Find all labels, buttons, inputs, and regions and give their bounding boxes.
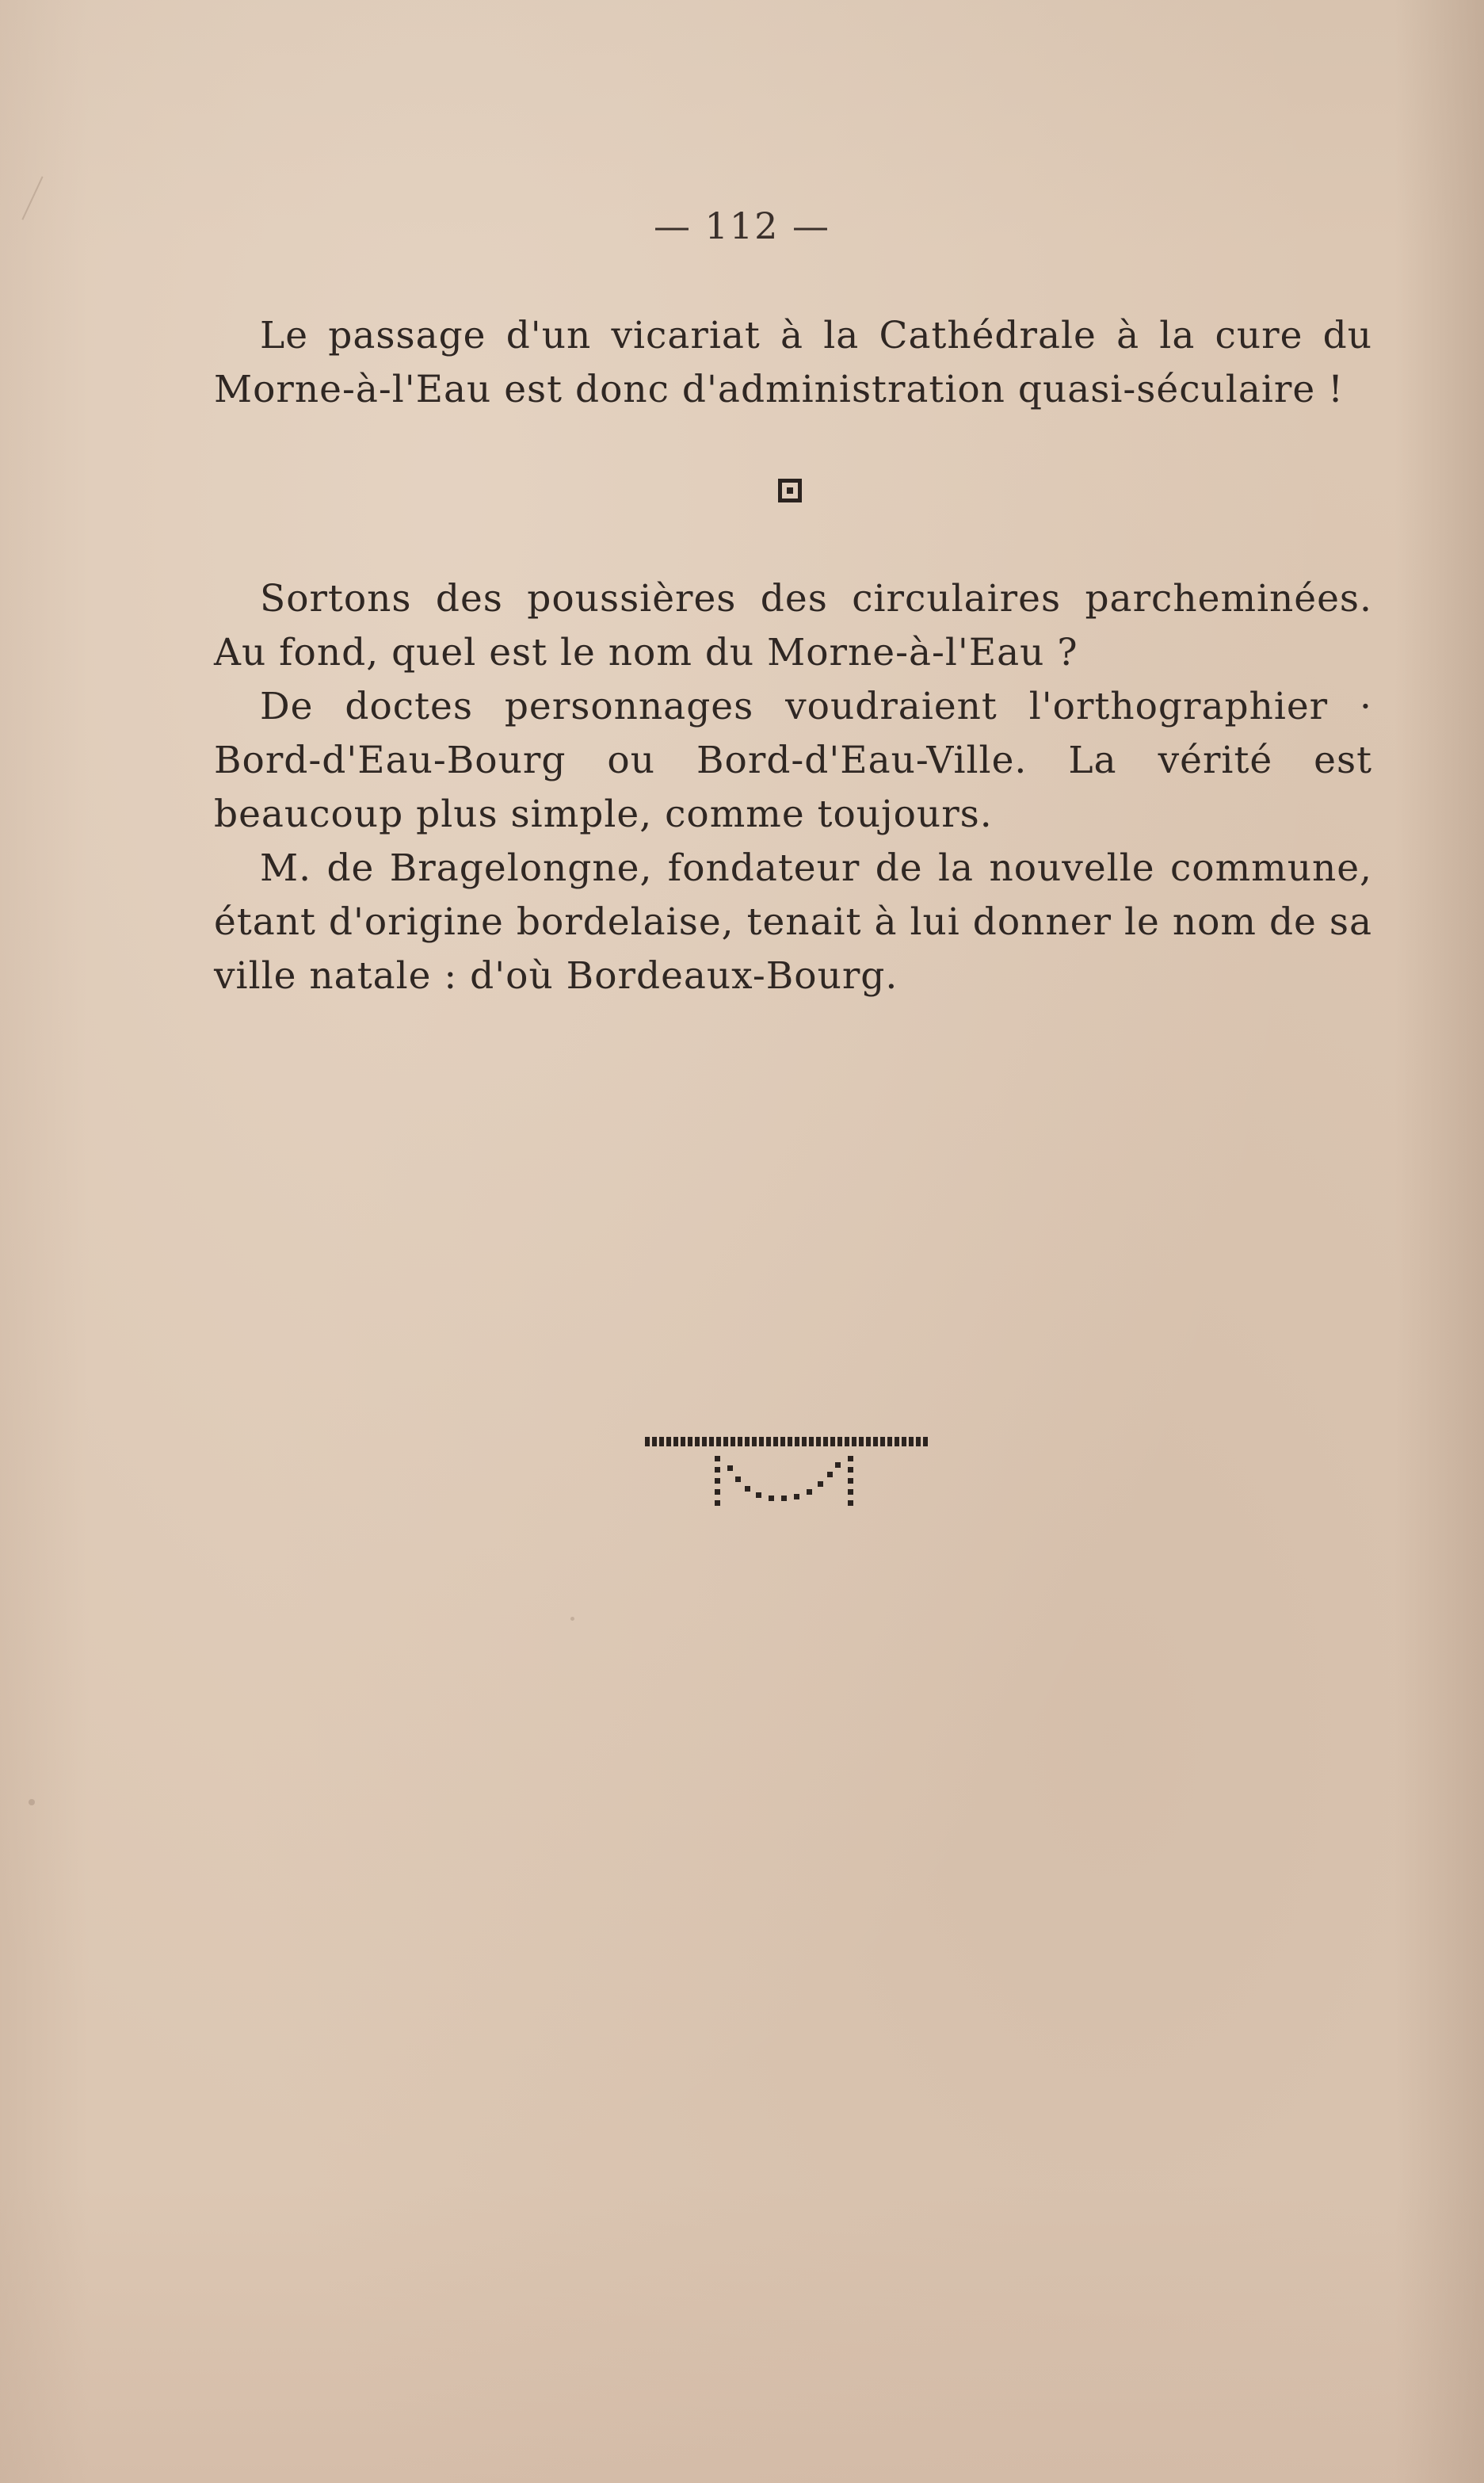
ornament-dot: [659, 1437, 664, 1446]
page-number: — 112 —: [653, 204, 831, 247]
ornament-dot: [745, 1486, 750, 1492]
ornament-dot: [818, 1481, 823, 1487]
ornament-dot: [809, 1437, 814, 1446]
ornament-dot: [780, 1437, 785, 1446]
ornament-dot: [702, 1437, 707, 1446]
ornament-dot: [688, 1437, 692, 1446]
ornament-dot: [715, 1456, 720, 1461]
square-dot-ornament-icon: [778, 479, 802, 502]
ornament-dot: [837, 1437, 842, 1446]
paper-blemish: [29, 1799, 35, 1805]
ornament-dot: [645, 1437, 650, 1446]
ornament-dot: [827, 1472, 833, 1477]
ornament-dot: [916, 1437, 921, 1446]
ornament-dot: [852, 1437, 856, 1446]
paper-blemish: [570, 1617, 574, 1621]
ornament-dot: [716, 1437, 721, 1446]
ornament-dot: [673, 1437, 678, 1446]
ornament-dot: [880, 1437, 885, 1446]
ornament-dot: [759, 1437, 764, 1446]
paragraph-group-top: [214, 309, 1372, 417]
ornament-dot: [859, 1437, 864, 1446]
dotted-tailpiece-ornament-icon: [643, 1431, 929, 1510]
ornament-dot: [848, 1478, 853, 1484]
paragraph: M. de Bragelongne, fondateur de la nouvelle commune, étant d'origine bordelaise, tenait à lui donner le nom de sa ville natale : d'où Bordeaux-Bourg.: [214, 846, 1372, 998]
ornament-dot: [723, 1437, 728, 1446]
ornament-dot: [735, 1476, 741, 1482]
ornament-dot: [666, 1437, 671, 1446]
ornament-dot: [848, 1456, 853, 1461]
ornament-dot: [738, 1437, 742, 1446]
ornament-dot: [848, 1467, 853, 1473]
ornament-dot: [807, 1489, 812, 1495]
ornament-dot: [769, 1496, 774, 1501]
ornament-dot: [745, 1437, 750, 1446]
ornament-dot: [681, 1437, 685, 1446]
ornament-dot: [823, 1437, 828, 1446]
ornament-dot: [902, 1437, 906, 1446]
ornament-dot: [715, 1467, 720, 1473]
ornament-dot: [766, 1437, 771, 1446]
ornament-dot: [795, 1437, 799, 1446]
ornament-dot: [709, 1437, 714, 1446]
ornament-dot: [715, 1500, 720, 1506]
ornament-dot: [731, 1437, 735, 1446]
ornament-dot: [845, 1437, 849, 1446]
ornament-dot: [794, 1494, 799, 1499]
ornament-dot: [873, 1437, 878, 1446]
ornament-dot: [695, 1437, 700, 1446]
ornament-dot: [773, 1437, 778, 1446]
paragraph: De doctes personnages voudraient l'orthographier · Bord-d'Eau-Bourg ou Bord-d'Eau-Ville. La vérité est beaucoup plus simple, comme toujours.: [214, 685, 1372, 836]
ornament-dot: [652, 1437, 657, 1446]
paragraph: Le passage d'un vicariat à la Cathédrale à la cure du Morne-à-l'Eau est donc d'administration quasi-séculaire !: [214, 314, 1372, 411]
ornament-dot: [866, 1437, 871, 1446]
paragraph-group-bottom: [214, 572, 1372, 1003]
ornament-dot: [895, 1437, 899, 1446]
ornament-dot: [816, 1437, 821, 1446]
ornament-dot: [848, 1500, 853, 1506]
ornament-dot: [781, 1496, 787, 1501]
ornament-dot: [802, 1437, 807, 1446]
ornament-dot: [923, 1437, 928, 1446]
ornament-dot: [727, 1465, 733, 1471]
ornament-dot: [909, 1437, 914, 1446]
ornament-dot: [848, 1489, 853, 1495]
ornament-dot: [756, 1492, 761, 1498]
ornament-dot: [830, 1437, 835, 1446]
ornament-dot: [835, 1462, 841, 1468]
ornament-dot: [788, 1437, 792, 1446]
paragraph: Sortons des poussières des circulaires parcheminées. Au fond, quel est le nom du Morne-à-l'Eau ?: [214, 577, 1372, 674]
ornament-dot: [715, 1478, 720, 1484]
ornament-dot: [752, 1437, 757, 1446]
ornament-dot: [715, 1489, 720, 1495]
ornament-dot: [887, 1437, 892, 1446]
